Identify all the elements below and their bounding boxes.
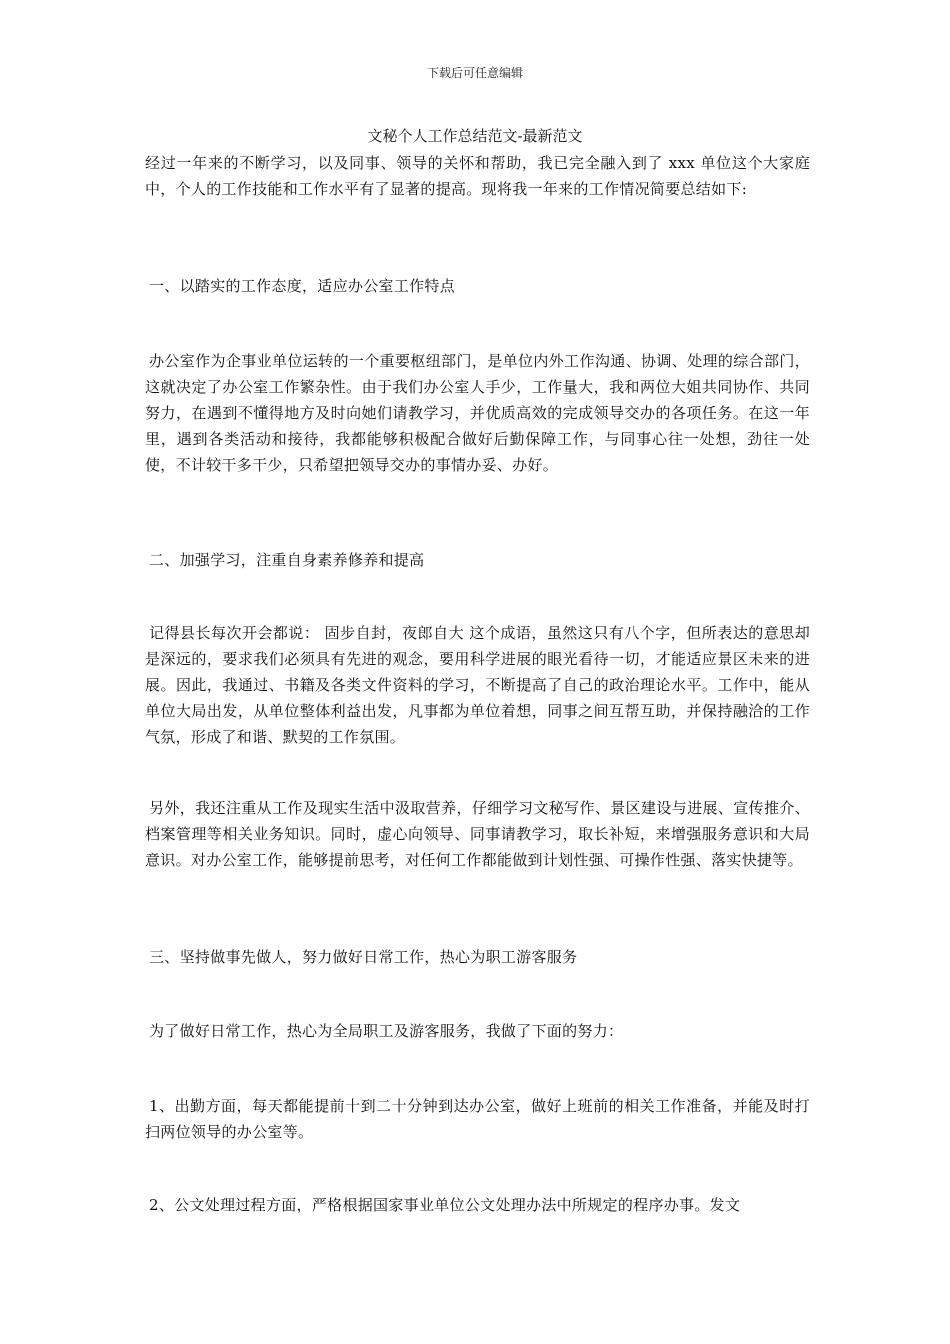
section-2-paragraph-2: 另外，我还注重从工作及现实生活中汲取营养，仔细学习文秘写作、景区建设与进展、宣传推介、档案管理等相关业务知识。同时，虚心向领导、同事请教学习，取长补短，来增强服务意识和大局意识。对办公室工作，能够提前思考，对任何工作都能做到计划性强、可操作性强、落实快捷等。 [145,799,810,869]
document-title: 文秘个人工作总结范文-最新范文 [367,127,583,145]
intro-paragraph: 经过一年来的不断学习，以及同事、领导的关怀和帮助，我已完全融入到了 xxx 单位这个大家庭中，个人的工作技能和工作水平有了显著的提高。现将我一年来的工作情况简要总结如下: [145,154,810,198]
section-2-paragraph-1: 记得县长每次开会都说： 固步自封，夜郎自大 这个成语，虽然这只有八个字，但所表达的意思却是深远的，要求我们必须具有先进的观念，要用科学进展的眼光看待一切，才能适应景区未来的进展。因此，我通过、书籍及各类文件资料的学习，不断提高了自己的政治理论水平。工作中，能从单位大局出发，从单位整体利益出发，凡事都为单位着想，同事之间互帮互助，并保持融洽的工作气氛，形成了和谐、默契的工作氛围。 [145,624,810,746]
section-1-paragraph: 办公室作为企事业单位运转的一个重要枢纽部门，是单位内外工作沟通、协调、处理的综合部门，这就决定了办公室工作繁杂性。由于我们办公室人手少，工作量大，我和两位大姐共同协作、共同努力，在遇到不懂得地方及时向她们请教学习，并优质高效的完成领导交办的各项任务。在这一年里，遇到各类活动和接待，我都能够积极配合做好后勤保障工作，与同事心往一处想，劲往一处使，不计较干多干少，只希望把领导交办的事情办妥、办好。 [145,352,810,474]
header-note: 下载后可任意编辑 [426,66,523,80]
section-3-paragraph-3: 2、公文处理过程方面，严格根据国家事业单位公文处理办法中所规定的程序办事。发文 [149,1196,741,1214]
section-heading-3: 三、坚持做事先做人，努力做好日常工作，热心为职工游客服务 [149,948,578,966]
section-heading-1: 一、以踏实的工作态度，适应办公室工作特点 [149,277,456,295]
section-3-paragraph-2: 1、出勤方面，每天都能提前十到二十分钟到达办公室，做好上班前的相关工作准备，并能及时打扫两位领导的办公室等。 [145,1097,810,1141]
section-heading-2: 二、加强学习，注重自身素养修养和提高 [149,551,425,569]
section-3-paragraph-1: 为了做好日常工作，热心为全局职工及游客服务，我做了下面的努力： [149,1022,624,1040]
